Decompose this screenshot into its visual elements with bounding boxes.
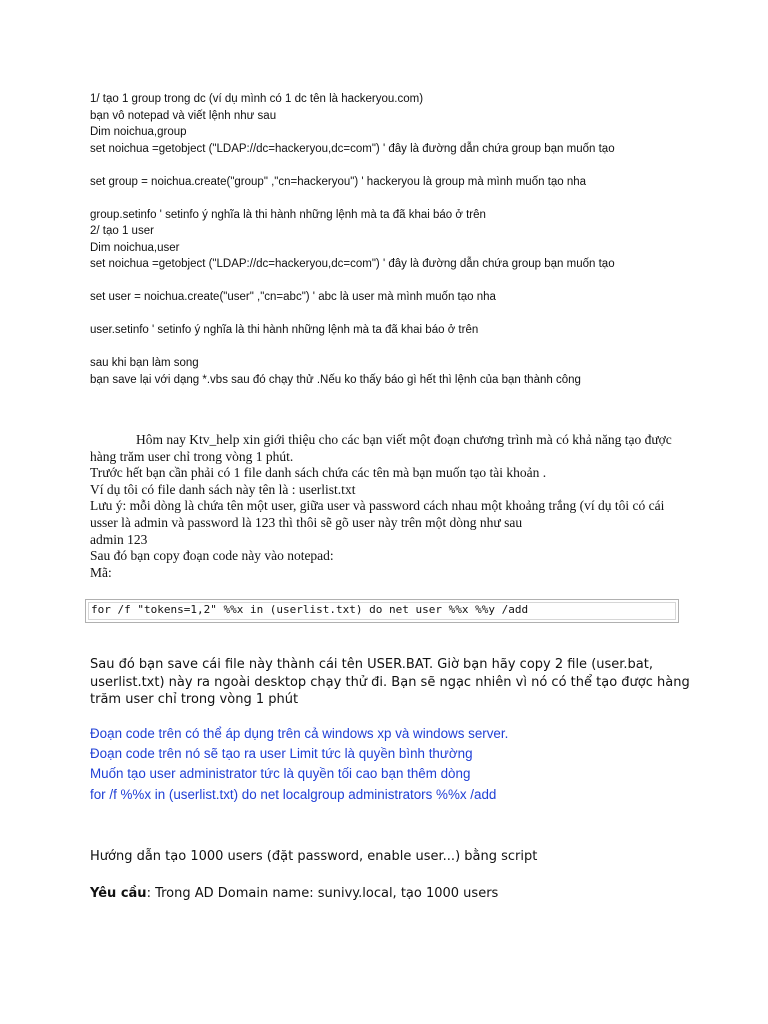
sample-line: admin 123 [90,531,148,547]
code-text: for /f "tokens=1,2" %%x in (userlist.txt) do net user %%x %%y /add [91,603,529,616]
text-line: bạn vô notepad và viết lệnh như sau [90,109,277,122]
text-line: Dim noichua,group [90,126,187,138]
intro-paragraph: Hôm nay Ktv_help xin giới thiệu cho các bạn viết một đoạn chương trình mà có khả năng tạo được hàng trăm user chỉ trong vòng 1 phút. [90,432,672,464]
text-line: set user = noichua.create("user" ,"cn=abc") ' abc là user mà mình muốn tạo nha [90,291,496,303]
note-line: Muốn tạo user administrator tức là quyền tối cao bạn thêm dòng [90,766,471,782]
code-box [85,599,679,623]
note-line: Đoạn code trên có thể áp dụng trên cả windows xp và windows server. [90,726,509,741]
blank-line [90,339,730,356]
note-paragraph: Lưu ý: mỗi dòng là chứa tên một user, giữa user và password cách nhau một khoảng trắng (ví dụ tôi có cái usser là admin và password là 123 thì thôi sẽ gõ user này trên một dòng như sau [90,498,665,530]
code-label: Mã: [90,564,112,580]
section-heading: Hướng dẫn tạo 1000 users (đặt password, enable user...) bằng script [90,849,538,864]
text-line: sau khi bạn làm song [90,357,199,369]
blank-line [90,273,730,290]
step-paragraph: Trước hết bạn cần phải có 1 file danh sách chứa các tên mà bạn muốn tạo tài khoản . [90,465,547,481]
blank-line [90,306,730,323]
blank-line [90,157,730,174]
text-line: set noichua =getobject ("LDAP://dc=hackeryou,dc=com") ' đây là đường dẫn chứa group bạn muốn tạo [90,258,615,270]
vbs-instructions [90,91,730,388]
text-line: user.setinfo ' setinfo ý nghĩa là thi hành những lệnh mà ta đã khai báo ở trên [90,324,479,336]
save-instructions: Sau đó bạn save cái file này thành cái tên USER.BAT. Giờ bạn hãy copy 2 file (user.bat, userlist.txt) này ra ngoài desktop chạy thử đi. Bạn sẽ ngạc nhiên vì nó có thể tạo được hàng trăm user chỉ trong vòng 1 phút [90,657,690,707]
text-line: set group = noichua.create("group" ,"cn=hackeryou") ' hackeryou là group mà mình muốn tạo nha [90,175,587,188]
blank-line [90,190,730,207]
text-line: 2/ tạo 1 user [90,225,154,237]
copy-paragraph: Sau đó bạn copy đoạn code này vào notepad: [90,548,334,564]
example-paragraph: Ví dụ tôi có file danh sách này tên là : userlist.txt [90,481,356,497]
blue-notes [90,724,730,805]
text-line: bạn save lại với dạng *.vbs sau đó chạy thử .Nếu ko thấy báo gì hết thì lệnh của bạn thành công [90,373,581,386]
text-line: Dim noichua,user [90,241,180,254]
text-line: 1/ tạo 1 group trong dc (ví dụ mình có 1 dc tên là hackeryou.com) [90,93,424,105]
text-line: group.setinfo ' setinfo ý nghĩa là thi hành những lệnh mà ta đã khai báo ở trên [90,208,486,221]
requirement-text: : Trong AD Domain name: sunivy.local, tạo 1000 users [146,886,499,901]
requirement-label: Yêu cầu [90,886,147,901]
text-line: set noichua =getobject ("LDAP://dc=hackeryou,dc=com") ' đây là đường dẫn chứa group bạn muốn tạo [90,142,615,155]
requirement-line [90,885,498,902]
note-line: for /f %%x in (userlist.txt) do net localgroup administrators %%x /add [90,786,497,802]
batch-tutorial [90,432,690,581]
note-line: Đoạn code trên nó sẽ tạo ra user Limit tức là quyền bình thường [90,746,473,762]
